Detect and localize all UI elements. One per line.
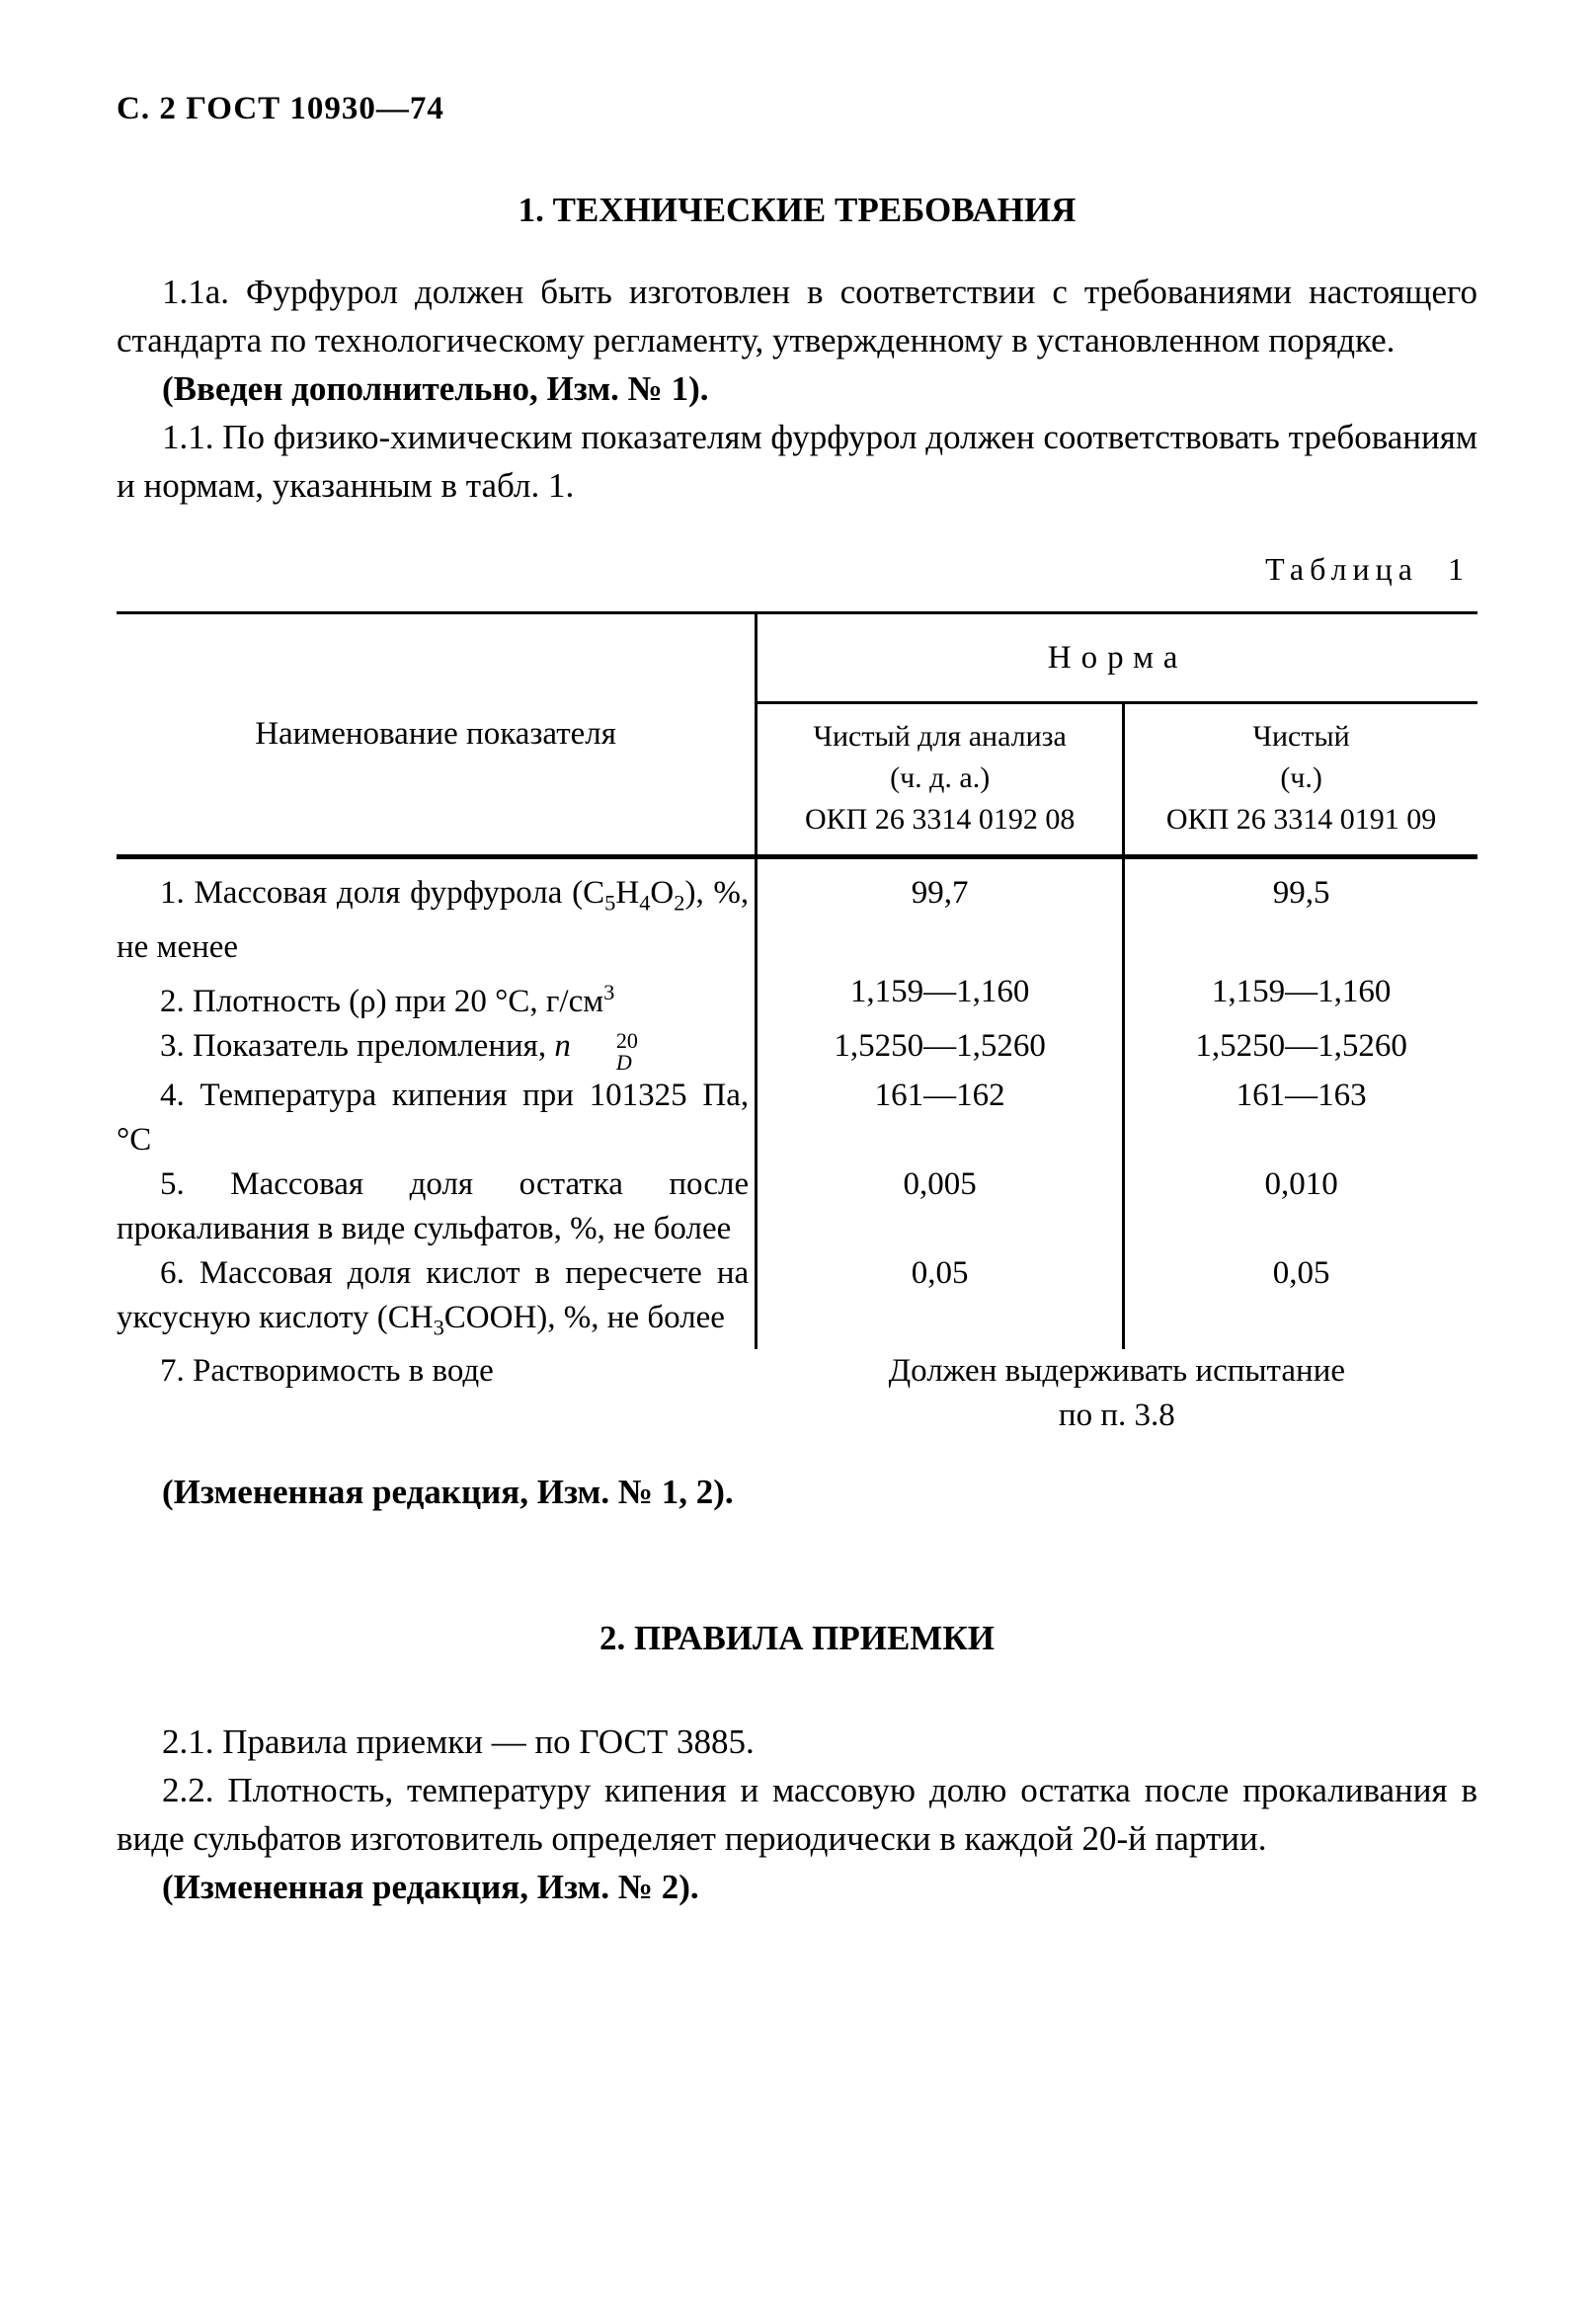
table-row <box>117 1024 1477 1074</box>
header-line: (ч.) <box>1280 761 1322 794</box>
row-name-cell: 2. Плотность (ρ) при 20 °С, $г/см^3$ <box>117 970 757 1024</box>
sup-sub-stack: 20 D <box>615 1027 638 1075</box>
table-header-row-top <box>117 613 1477 703</box>
table-row <box>117 1074 1477 1162</box>
table-row <box>117 970 1477 1024</box>
row-value-pure-for-analysis: 0,005 <box>757 1162 1124 1251</box>
paragraph-1-1: 1.1. По физико-химическим показателям фурфурол должен соответствовать требованиям и нормам, указанным в табл. 1. <box>117 418 1477 505</box>
row-value-pure-for-analysis: 0,05 <box>757 1251 1124 1350</box>
table-row <box>117 857 1477 970</box>
row-name-cell: 4. Температура кипения при 101325 Па, °С <box>117 1074 757 1162</box>
row-value-pure-for-analysis: 161—162 <box>757 1074 1124 1162</box>
row-value-pure: 1,159—1,160 <box>1211 973 1392 1009</box>
column-header-norma: Норма <box>757 613 1477 703</box>
row-name-cell: 7. Растворимость в воде <box>160 1353 494 1390</box>
row-value-pure: 161—163 <box>1236 1077 1367 1113</box>
row-value-pure: 1,5250—1,5260 <box>1195 1027 1407 1064</box>
paragraph-1-1a: 1.1а. Фурфурол должен быть изготовлен в соответствии с требованиями настоящего стандарта по технологическому регламенту, утвержденному в установленном порядке. <box>117 273 1477 360</box>
paragraph-2-2: 2.2. Плотность, температуру кипения и массовую долю остатка после прокаливания в виде сульфатов изготовитель определяет периодически в каждой 20-й партии. <box>117 1771 1477 1859</box>
section-2-title: 2. ПРАВИЛА ПРИЕМКИ <box>599 1619 995 1658</box>
section-1-title: 1. ТЕХНИЧЕСКИЕ ТРЕБОВАНИЯ <box>518 191 1077 229</box>
table-row <box>117 1162 1477 1251</box>
column-header-pure-for-analysis <box>757 703 1124 857</box>
row-value-pure: 0,05 <box>1272 1254 1330 1291</box>
row-value-pure: 0,010 <box>1264 1165 1338 1202</box>
column-header-name: Наименование показателя <box>117 613 757 857</box>
note-introduced-izm-1: (Введен дополнительно, Изм. № 1). <box>162 369 709 408</box>
table-row <box>117 1349 1477 1438</box>
column-header-pure <box>1124 703 1477 857</box>
row-name-cell: 1. Массовая доля фурфурола $(C_5H_4O_2)$, %, не менее <box>117 857 757 970</box>
header-line: Чистый для анализа <box>813 720 1067 753</box>
note-changed-izm-2: (Измененная редакция, Изм. № 2). <box>162 1868 699 1907</box>
row-name-cell: 6. Массовая доля кислот в пересчете на уксусную кислоту $(CH_3COOH)$, %, не более <box>117 1251 757 1350</box>
table-row <box>117 1251 1477 1350</box>
row-span-value-cell <box>757 1349 1477 1438</box>
header-line: ОКП 26 3314 0191 09 <box>1165 803 1437 836</box>
row-value-pure-for-analysis: 1,5250—1,5260 <box>757 1024 1124 1074</box>
table-body <box>117 857 1477 1439</box>
spec-table <box>117 611 1477 1438</box>
row-value-pure-for-analysis: 99,7 <box>757 857 1124 970</box>
table-caption: Таблица 1 <box>1265 551 1470 587</box>
header-line: ОКП 26 3314 0192 08 <box>805 803 1076 836</box>
row-name-cell: 3. Показатель преломления, n 20 D <box>117 1024 757 1074</box>
row-name-cell: 5. Массовая доля остатка после прокаливания в виде сульфатов, %, не более <box>117 1162 757 1251</box>
page-header: С. 2 ГОСТ 10930—74 <box>117 91 444 126</box>
header-line: (ч. д. а.) <box>890 761 991 794</box>
header-line: Чистый <box>1252 720 1350 753</box>
note-changed-izm-1-2: (Измененная редакция, Изм. № 1, 2). <box>162 1473 734 1512</box>
row-value-pure: 99,5 <box>1272 875 1330 911</box>
row-value-pure-for-analysis: 1,159—1,160 <box>757 970 1124 1024</box>
span-value-line: Должен выдерживать испытание <box>888 1353 1345 1390</box>
span-value-line: по п. 3.8 <box>1058 1398 1175 1434</box>
paragraph-2-1: 2.1. Правила приемки — по ГОСТ 3885. <box>162 1722 755 1762</box>
